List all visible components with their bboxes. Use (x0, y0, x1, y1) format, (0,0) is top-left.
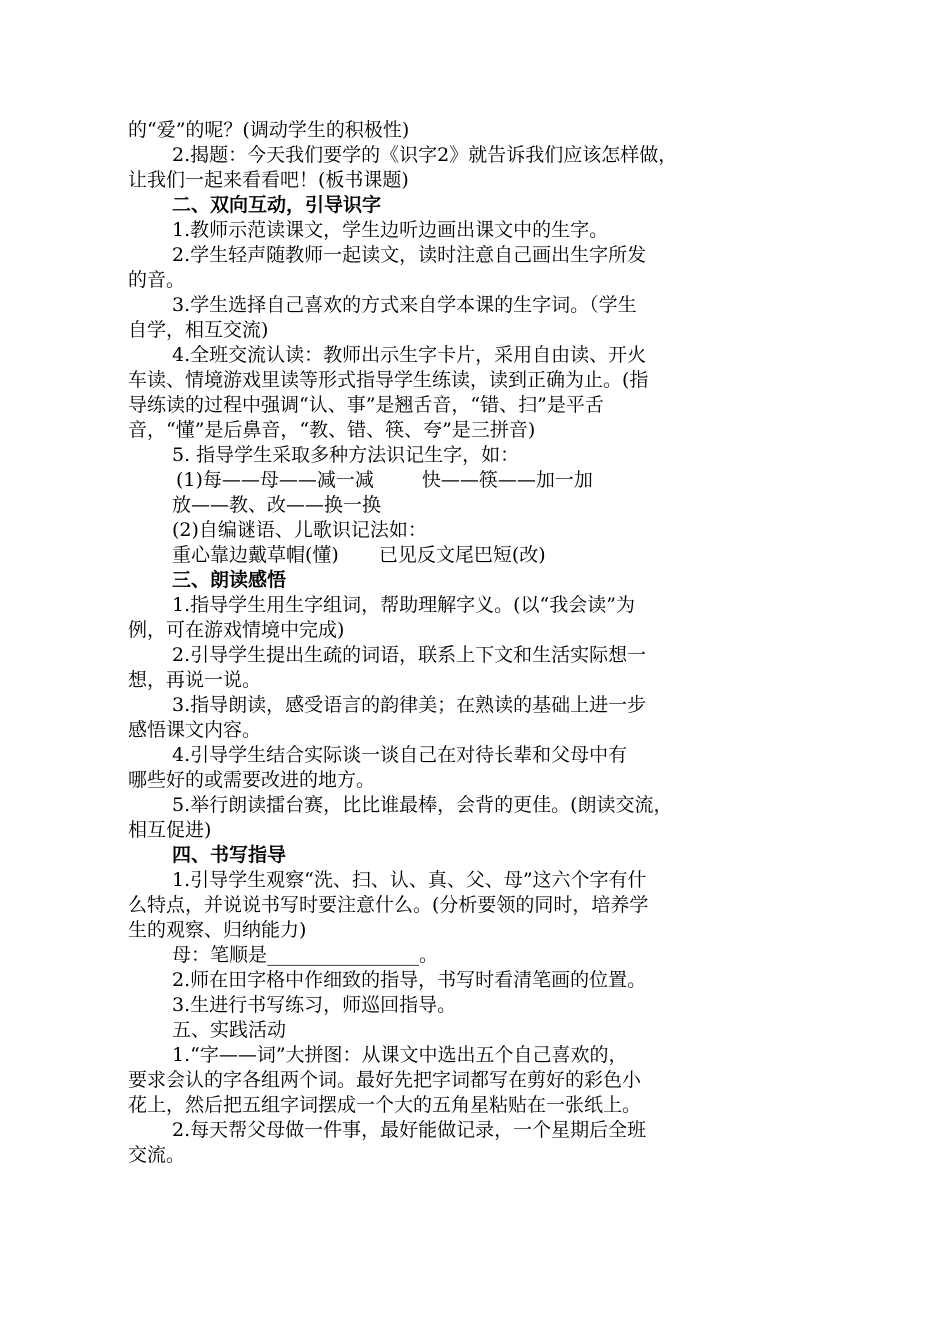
text-span: 的“爱”的呢？(调动学生的积极性) (128, 119, 410, 141)
text-span: (2)自编谜语、儿歌识记法如： (172, 519, 427, 541)
text-line (128, 968, 828, 993)
text-span: 要求会认的字各组两个词。最好先把字词都写在剪好的彩色小 (128, 1069, 642, 1091)
text-line (128, 168, 828, 193)
text-line (128, 518, 828, 543)
text-line (128, 768, 828, 793)
text-span: 音，“懂”是后鼻音，“教、错、筷、夸”是三拼音) (128, 419, 536, 441)
text-span: 导练读的过程中强调“认、事”是翘舌音，“错、扫”是平舌 (128, 394, 604, 416)
text-line (128, 593, 828, 618)
text-span: 4.全班交流认读：教师出示生字卡片，采用自由读、开火 (172, 344, 647, 366)
text-line (128, 918, 828, 943)
text-span: 感悟课文内容。 (128, 719, 262, 741)
text-line (128, 318, 828, 343)
text-line (128, 468, 828, 493)
section-heading (128, 843, 828, 868)
text-line (128, 543, 828, 568)
text-line (128, 818, 828, 843)
text-line (128, 743, 828, 768)
text-line (128, 718, 828, 743)
document-page (128, 118, 828, 1168)
text-span: 想，再说一说。 (128, 669, 262, 691)
text-line (128, 1093, 828, 1118)
text-span: 相互促进) (128, 819, 212, 841)
text-line (128, 393, 828, 418)
text-span: 3.指导朗读，感受语言的韵律美；在熟读的基础上进一步 (172, 694, 647, 716)
text-line (128, 218, 828, 243)
text-line (128, 993, 828, 1018)
text-span: 2.学生轻声随教师一起读文，读时注意自己画出生字所发 (172, 244, 647, 266)
text-line (128, 693, 828, 718)
text-span: 三、朗读感悟 (172, 569, 287, 591)
text-span: 四、书写指导 (172, 844, 287, 866)
text-line (128, 443, 828, 468)
text-line (128, 668, 828, 693)
text-span: 已见反文尾巴短(改) (378, 544, 546, 566)
text-span: 2.师在田字格中作细致的指导，书写时看清笔画的位置。 (172, 969, 647, 991)
text-line (128, 493, 828, 518)
text-span: 花上，然后把五组字词摆成一个大的五角星粘贴在一张纸上。 (128, 1094, 642, 1116)
text-span: 5. 指导学生采取多种方法识记生字，如： (172, 444, 520, 466)
text-span: 的音。 (128, 269, 186, 291)
text-span: (1)每——母——减一减 (176, 469, 374, 491)
text-span: 快——筷——加一加 (421, 469, 593, 491)
text-line (128, 268, 828, 293)
text-line (128, 1043, 828, 1068)
text-span: 重心靠边戴草帽(懂) (172, 544, 339, 566)
text-span: 二、双向互动，引导识字 (172, 194, 382, 216)
text-span: 么特点，并说说书写时要注意什么。(分析要领的同时，培养学 (128, 894, 649, 916)
text-span: 1.指导学生用生字组词，帮助理解字义。(以“我会读”为 (172, 594, 635, 616)
text-line (128, 118, 828, 143)
text-span: 车读、情境游戏里读等形式指导学生练读，读到正确为止。(指 (128, 369, 649, 391)
text-span: 五、实践活动 (172, 1019, 287, 1041)
text-line (128, 893, 828, 918)
text-span: 2.揭题：今天我们要学的《识字2》就告诉我们应该怎样做， (172, 144, 678, 166)
text-line (128, 1118, 828, 1143)
text-line (128, 943, 828, 968)
text-span: 3.生进行书写练习，师巡回指导。 (172, 994, 457, 1016)
text-span: 1.引导学生观察“洗、扫、认、真、父、母”这六个字有什 (172, 869, 647, 891)
text-span: 5.举行朗读擂台赛，比比谁最棒，会背的更佳。(朗读交流， (172, 794, 673, 816)
text-line (128, 418, 828, 443)
text-span: 自学，相互交流) (128, 319, 269, 341)
text-span: 2.每天帮父母做一件事，最好能做记录，一个星期后全班 (172, 1119, 647, 1141)
text-line (128, 343, 828, 368)
text-span: 放——教、改——换一换 (172, 494, 382, 516)
text-line (128, 618, 828, 643)
text-span: 1.“字——词”大拼图：从课文中选出五个自己喜欢的， (172, 1044, 628, 1066)
text-span: 1.教师示范读课文，学生边听边画出课文中的生字。 (172, 219, 609, 241)
text-line (128, 243, 828, 268)
text-line (128, 1068, 828, 1093)
text-span: 母：笔顺是________________。 (172, 944, 439, 966)
text-line (128, 643, 828, 668)
text-line (128, 143, 828, 168)
text-span: 4.引导学生结合实际谈一谈自己在对待长辈和父母中有 (172, 744, 628, 766)
text-span: 生的观察、归纳能力) (128, 919, 307, 941)
text-line (128, 793, 828, 818)
text-span: 交流。 (128, 1144, 186, 1166)
text-line (128, 1143, 828, 1168)
text-span: 2.引导学生提出生疏的词语，联系上下文和生活实际想一 (172, 644, 647, 666)
text-span: 例，可在游戏情境中完成) (128, 619, 345, 641)
text-span: 让我们一起来看看吧！(板书课题) (128, 169, 409, 191)
text-span: 3.学生选择自己喜欢的方式来自学本课的生字词。（学生 (172, 294, 637, 316)
section-heading (128, 568, 828, 593)
section-heading (128, 193, 828, 218)
text-line (128, 368, 828, 393)
text-line (128, 1018, 828, 1043)
text-line (128, 868, 828, 893)
text-line (128, 293, 828, 318)
text-span: 哪些好的或需要改进的地方。 (128, 769, 376, 791)
